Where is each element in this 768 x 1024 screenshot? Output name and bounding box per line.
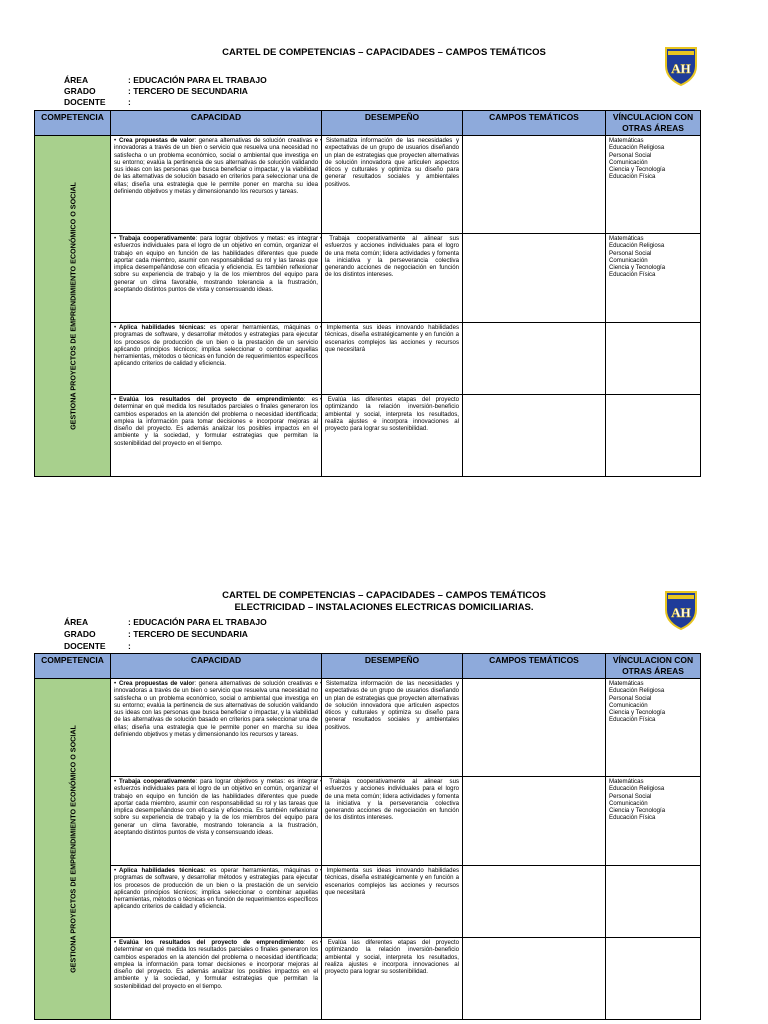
campos-cell — [463, 938, 606, 1020]
capacidad-text: : para lograr objetivos y metas: es integrar esfuerzos individuales para el logro de un objetivo en común, organizar el trabajo en equipo en función de las habilidades diferentes que puede aportar cada miembro, asumir con responsabilidad su rol y las tareas que implica desempeñándose con eficacia y eficiencia. Es también reflexionar sobre su experiencia de trabajo y la de los miembros del equipo para generar un clima favorable, mostrando tolerancia a la frustración, aceptando distintos puntos de vista y consensuando ideas. — [114, 778, 318, 837]
desempeno-text: Implementa sus ideas innovando habilidades técnicas, diseña estratégicamente y en función a escenarios complejos las acciones y recursos que necesitará — [325, 867, 460, 896]
desempeno-text: Sistematiza información de las necesidades y expectativas de un grupo de usuarios diseñando un plan de estrategias que proyecten alternativas de solución innovadora que articulen aspectos éticos y culturales y optimiza su diseño para generar resultados sociales y ambientales positivos. — [325, 680, 459, 731]
capacidad-cell: • Trabaja cooperativamente: para lograr objetivos y metas: es integrar esfuerzos individuales para el logro de un objetivo en común, organizar el trabajo en equipo en función de las habilidades diferentes que puede aportar cada miembro, asumir con responsabilidad su rol y las tareas que implica desempeñándose con eficacia y eficiencia. Es también reflexionar sobre su experiencia de trabajo y la de los miembros del equipo para generar un clima favorable, mostrando tolerancia a la frustración, aceptando distintos puntos de vista y consensuando ideas. — [111, 777, 322, 866]
logo-text: AH — [671, 605, 691, 620]
desempeno-text: Implementa sus ideas innovando habilidades técnicas, diseña estratégicamente y en función a escenarios complejos las acciones y recursos que necesitará — [325, 324, 460, 353]
table-row — [35, 938, 701, 1020]
vinculacion-item: Educación Física — [609, 271, 656, 279]
desempeno-cell: • Trabaja cooperativamente al alinear sus esfuerzos y acciones individuales para el logro de una meta común; lidera actividades y fomenta la iniciativa y la perseverancia colectiva generando acciones de negociación en función de los distintos intereses. — [322, 234, 463, 323]
vinculacion-item: Ciencia y Tecnología — [609, 807, 666, 815]
table-row — [35, 777, 701, 866]
vinculacion-item: Personal Social — [609, 249, 652, 257]
capacidad-title: Crea propuestas de valor — [119, 137, 195, 144]
vinculacion-item: Personal Social — [609, 792, 652, 800]
desempeno-cell: • Sistematiza información de las necesidades y expectativas de un grupo de usuarios diseñando un plan de estrategias que proyecten alternativas de solución innovadora que articulen aspectos éticos y culturales y optimiza su diseño para generar resultados sociales y ambientales positivos. — [322, 136, 463, 234]
grado-value: : TERCERO DE SECUNDARIA — [128, 629, 248, 639]
campos-cell — [463, 679, 606, 777]
vinculacion-item: Matemáticas — [609, 235, 644, 242]
competencias-table — [34, 110, 701, 477]
vinculacion-item: Ciencia y Tecnología — [609, 264, 666, 272]
vinculacion-item: Educación Física — [609, 814, 656, 822]
desempeno-cell: • Implementa sus ideas innovando habilidades técnicas, diseña estratégicamente y en función a escenarios complejos las acciones y recursos que necesitará — [322, 323, 463, 395]
campos-cell — [463, 136, 606, 234]
header-competencia: COMPETENCIA — [35, 111, 111, 136]
desempeno-text: Evalúa las diferentes etapas del proyecto optimizando la relación inversión-beneficio ambiental y social, interpreta los resultados, realiza ajustes e incorpora innovaciones al proyecto para lograr su sostenibilidad. — [325, 939, 459, 976]
page-title: CARTEL DE COMPETENCIAS – CAPACIDADES – CAMPOS TEMÁTICOS — [222, 47, 546, 58]
desempeno-cell: • Evalúa las diferentes etapas del proyecto optimizando la relación inversión-beneficio ambiental y social, interpreta los resultados, realiza ajustes e incorpora innovaciones al proyecto para lograr su sostenibilidad. — [322, 938, 463, 1020]
capacidad-title: Crea propuestas de valor — [119, 680, 195, 687]
vinculacion-item: Educación Religiosa — [609, 687, 665, 695]
header-desempeno: DESEMPEÑO — [322, 111, 463, 136]
page-title: CARTEL DE COMPETENCIAS – CAPACIDADES – CAMPOS TEMÁTICOS — [222, 590, 546, 601]
campos-cell — [463, 234, 606, 323]
capacidad-cell: • Crea propuestas de valor: genera alternativas de solución creativas e innovadoras a través de un bien o servicio que resuelva una necesidad no satisfecha o un problema económico, social o ambiental que investiga en su entorno; evalúa la pertinencia de sus alternativas de solución validando sus ideas con las personas que busca beneficiar o impactar, y la viabilidad de las alternativas de solución basado en criterios para seleccionar una de ellas; diseña una estrategia que le permite poner en marcha su idea definiendo objetivos y metas y dimensionando los recursos y tareas. — [111, 136, 322, 234]
grado-row — [64, 629, 248, 640]
vinculacion-cell — [606, 938, 701, 1020]
capacidad-cell: • Evalúa los resultados del proyecto de emprendimiento: es determinar en qué medida los resultados parciales o finales generaron los cambios esperados en la atención del problema o necesidad identificada; emplea la información para tomar decisiones e incorporar mejoras al diseño del proyecto. Es además analizar los posibles impactos en el ambiente y la sociedad, y formular estrategias que permitan la sostenibilidad del proyecto en el tiempo. — [111, 938, 322, 1020]
desempeno-text: Trabaja cooperativamente al alinear sus esfuerzos y acciones individuales para el logro de una meta común; lidera actividades y fomenta la iniciativa y la perseverancia colectiva generando acciones de negociación en función de los distintos intereses. — [325, 235, 460, 279]
vinculacion-item: Educación Física — [609, 173, 656, 181]
vinculacion-item: Comunicación — [609, 158, 648, 166]
table-row — [35, 866, 701, 938]
vinculacion-item: Matemáticas — [609, 680, 644, 687]
capacidad-cell: • Aplica habilidades técnicas: es operar herramientas, máquinas o programas de software, y desarrollar métodos y estrategias para ejecutar los procesos de producción de un bien o la prestación de un servicio aplicando principios técnicos; implica seleccionar o combinar aquellas herramientas, métodos o técnicas en función de requerimientos específicos aplicando criterios de calidad y eficiencia. — [111, 866, 322, 938]
header-desempeno: DESEMPEÑO — [322, 654, 463, 679]
competencia-cell — [35, 679, 111, 1020]
capacidad-cell: • Trabaja cooperativamente: para lograr objetivos y metas: es integrar esfuerzos individuales para el logro de un objetivo en común, organizar el trabajo en equipo en función de las habilidades diferentes que puede aportar cada miembro, asumir con responsabilidad su rol y las tareas que implica desempeñándose con eficacia y eficiencia. Es también reflexionar sobre su experiencia de trabajo y la de los miembros del equipo para generar un clima favorable, mostrando tolerancia a la frustración, aceptando distintos puntos de vista y consensuando ideas. — [111, 234, 322, 323]
vinculacion-item: Ciencia y Tecnología — [609, 166, 666, 174]
docente-label: DOCENTE — [64, 97, 106, 107]
competencia-cell — [35, 136, 111, 477]
table-header-row — [35, 111, 701, 136]
vinculacion-cell — [606, 777, 701, 866]
header-vinculacion: VÍNCULACION CON OTRAS ÁREAS — [606, 654, 701, 679]
header-capacidad: CAPACIDAD — [111, 111, 322, 136]
capacidad-cell: • Evalúa los resultados del proyecto de emprendimiento: es determinar en qué medida los resultados parciales o finales generaron los cambios esperados en la atención del problema o necesidad identificada; emplea la información para tomar decisiones e incorporar mejoras al diseño del proyecto. Es además analizar los posibles impactos en el ambiente y la sociedad, y formular estrategias que permitan la sostenibilidad del proyecto en el tiempo. — [111, 395, 322, 477]
capacidad-text: : para lograr objetivos y metas: es integrar esfuerzos individuales para el logro de un objetivo en común, organizar el trabajo en equipo en función de las habilidades diferentes que puede aportar cada miembro, asumir con responsabilidad su rol y las tareas que implica desempeñándose con eficacia y eficiencia. Es también reflexionar sobre su experiencia de trabajo y la de los miembros del equipo para generar un clima favorable, mostrando tolerancia a la frustración, aceptando distintos puntos de vista y consensuando ideas. — [114, 235, 318, 294]
area-row — [64, 75, 267, 86]
campos-cell — [463, 323, 606, 395]
desempeno-cell: • Evalúa las diferentes etapas del proyecto optimizando la relación inversión-beneficio ambiental y social, interpreta los resultados, realiza ajustes e incorpora innovaciones al proyecto para lograr su sostenibilidad. — [322, 395, 463, 477]
vinculacion-cell — [606, 679, 701, 777]
logo-text: AH — [671, 61, 691, 76]
table-row — [35, 679, 701, 777]
desempeno-text: Trabaja cooperativamente al alinear sus esfuerzos y acciones individuales para el logro de una meta común; lidera actividades y fomenta la iniciativa y la perseverancia colectiva generando acciones de negociación en función de los distintos intereses. — [325, 778, 460, 822]
vinculacion-item: Ciencia y Tecnología — [609, 709, 666, 717]
vinculacion-cell — [606, 866, 701, 938]
capacidad-title: Evalúa los resultados del proyecto de emprendimiento — [119, 939, 304, 946]
desempeno-cell: • Sistematiza información de las necesidades y expectativas de un grupo de usuarios diseñando un plan de estrategias que proyecten alternativas de solución innovadora que articulen aspectos éticos y culturales y optimiza su diseño para generar resultados sociales y ambientales positivos. — [322, 679, 463, 777]
vinculacion-item: Educación Religiosa — [609, 785, 665, 793]
grado-label: GRADO — [64, 86, 96, 96]
capacidad-cell: • Crea propuestas de valor: genera alternativas de solución creativas e innovadoras a través de un bien o servicio que resuelva una necesidad no satisfecha o un problema económico, social o ambiental que investiga en su entorno; evalúa la pertinencia de sus alternativas de solución validando sus ideas con las personas que busca beneficiar o impactar, y la viabilidad de las alternativas de solución basado en criterios para seleccionar una de ellas; diseña una estrategia que le permite poner en marcha su idea definiendo objetivos y metas y dimensionando los recursos y tareas. — [111, 679, 322, 777]
capacidad-title: Trabaja cooperativamente — [119, 778, 196, 785]
header-capacidad: CAPACIDAD — [111, 654, 322, 679]
table-header-row — [35, 654, 701, 679]
vinculacion-item: Educación Religiosa — [609, 242, 665, 250]
competencia-text: GESTIONA PROYECTOS DE EMPRENDIMIENTO ECONÓMICO O SOCIAL — [67, 182, 77, 430]
area-value: : EDUCACIÓN PARA EL TRABAJO — [128, 617, 267, 627]
docente-row — [64, 97, 131, 108]
desempeno-text: Evalúa las diferentes etapas del proyecto optimizando la relación inversión-beneficio ambiental y social, interpreta los resultados, realiza ajustes e incorpora innovaciones al proyecto para lograr su sostenibilidad. — [325, 396, 459, 433]
header-campos: CAMPOS TEMÁTICOS — [463, 654, 606, 679]
page-subtitle: ELECTRICIDAD – INSTALACIONES ELECTRICAS DOMICILIARIAS. — [234, 602, 534, 613]
docente-label: DOCENTE — [64, 641, 106, 651]
table-row — [35, 234, 701, 323]
campos-cell — [463, 395, 606, 477]
vinculacion-item: Personal Social — [609, 694, 652, 702]
capacidad-text: : genera alternativas de solución creativas e innovadoras a través de un bien o servicio que resuelva una necesidad no satisfecha o un problema económico, social o ambiental que investiga en su entorno; evalúa la pertinencia de sus alternativas de solución validando sus ideas con las personas que busca beneficiar o impactar, y la viabilidad de las alternativas de solución basado en criterios para seleccionar una de ellas; diseña una estrategia que le permite poner en marcha su idea definiendo objetivos y metas y dimensionando los recursos y tareas. — [114, 137, 318, 196]
vinculacion-item: Comunicación — [609, 701, 648, 709]
capacidad-text: : es determinar en qué medida los resultados parciales o finales generaron los cambios esperados en la atención del problema o necesidad identificada; emplea la información para tomar decisiones e incorporar mejoras al diseño del proyecto. Es además analizar los posibles impactos en el ambiente y la sociedad, y formular estrategias que permitan la sostenibilidad del proyecto en el tiempo. — [114, 396, 319, 447]
capacidad-title: Trabaja cooperativamente — [119, 235, 196, 242]
area-row — [64, 617, 267, 628]
vinculacion-cell — [606, 323, 701, 395]
vinculacion-item: Educación Física — [609, 716, 656, 724]
capacidad-text: : es determinar en qué medida los resultados parciales o finales generaron los cambios esperados en la atención del problema o necesidad identificada; emplea la información para tomar decisiones e incorporar mejoras al diseño del proyecto. Es además analizar los posibles impactos en el ambiente y la sociedad, y formular estrategias que permitan la sostenibilidad del proyecto en el tiempo. — [114, 939, 319, 990]
table-row — [35, 323, 701, 395]
desempeno-cell: • Implementa sus ideas innovando habilidades técnicas, diseña estratégicamente y en función a escenarios complejos las acciones y recursos que necesitará — [322, 866, 463, 938]
competencia-text: GESTIONA PROYECTOS DE EMPRENDIMIENTO ECONÓMICO O SOCIAL — [67, 725, 77, 973]
vinculacion-item: Personal Social — [609, 151, 652, 159]
capacidad-title: Aplica habilidades técnicas: — [119, 324, 206, 331]
capacidad-title: Aplica habilidades técnicas: — [119, 867, 206, 874]
desempeno-cell: • Trabaja cooperativamente al alinear sus esfuerzos y acciones individuales para el logro de una meta común; lidera actividades y fomenta la iniciativa y la perseverancia colectiva generando acciones de negociación en función de los distintos intereses. — [322, 777, 463, 866]
vinculacion-item: Matemáticas — [609, 137, 644, 144]
capacidad-title: Evalúa los resultados del proyecto de emprendimiento — [119, 396, 304, 403]
grado-value: : TERCERO DE SECUNDARIA — [128, 86, 248, 96]
area-label: ÁREA — [64, 75, 89, 85]
competencias-table — [34, 653, 701, 1020]
capacidad-text: : genera alternativas de solución creativas e innovadoras a través de un bien o servicio que resuelva una necesidad no satisfecha o un problema económico, social o ambiental que investiga en su entorno; evalúa la pertinencia de sus alternativas de solución validando sus ideas con las personas que busca beneficiar o impactar, y la viabilidad de las alternativas de solución basado en criterios para seleccionar una de ellas; diseña una estrategia que le permite poner en marcha su idea definiendo objetivos y metas y dimensionando los recursos y tareas. — [114, 680, 318, 739]
vinculacion-cell — [606, 234, 701, 323]
campos-cell — [463, 777, 606, 866]
table-row — [35, 395, 701, 477]
area-value: : EDUCACIÓN PARA EL TRABAJO — [128, 75, 267, 85]
header-competencia: COMPETENCIA — [35, 654, 111, 679]
vinculacion-item: Educación Religiosa — [609, 144, 665, 152]
grado-label: GRADO — [64, 629, 96, 639]
vinculacion-item: Matemáticas — [609, 778, 644, 785]
vinculacion-item: Comunicación — [609, 799, 648, 807]
docente-value: : — [128, 641, 131, 651]
school-crest-logo — [664, 46, 698, 86]
campos-cell — [463, 866, 606, 938]
capacidad-text: es operar herramientas, máquinas o programas de software, y desarrollar métodos y estrategias para ejecutar los procesos de producción de un bien o la prestación de un servicio aplicando principios técnicos; implica seleccionar o combinar aquellas herramientas, métodos o técnicas en función de requerimientos específicos aplicando criterios de calidad y eficiencia. — [114, 324, 318, 368]
table-row — [35, 136, 701, 234]
vinculacion-cell — [606, 136, 701, 234]
school-crest-logo — [664, 590, 698, 630]
docente-row — [64, 641, 131, 652]
desempeno-text: Sistematiza información de las necesidades y expectativas de un grupo de usuarios diseñando un plan de estrategias que proyecten alternativas de solución innovadora que articulen aspectos éticos y culturales y optimiza su diseño para generar resultados sociales y ambientales positivos. — [325, 137, 459, 188]
grado-row — [64, 86, 248, 97]
vinculacion-cell — [606, 395, 701, 477]
header-campos: CAMPOS TEMÁTICOS — [463, 111, 606, 136]
vinculacion-item: Comunicación — [609, 256, 648, 264]
capacidad-text: es operar herramientas, máquinas o programas de software, y desarrollar métodos y estrategias para ejecutar los procesos de producción de un bien o la prestación de un servicio aplicando principios técnicos; implica seleccionar o combinar aquellas herramientas, métodos o técnicas en función de requerimientos específicos aplicando criterios de calidad y eficiencia. — [114, 867, 318, 911]
capacidad-cell: • Aplica habilidades técnicas: es operar herramientas, máquinas o programas de software, y desarrollar métodos y estrategias para ejecutar los procesos de producción de un bien o la prestación de un servicio aplicando principios técnicos; implica seleccionar o combinar aquellas herramientas, métodos o técnicas en función de requerimientos específicos aplicando criterios de calidad y eficiencia. — [111, 323, 322, 395]
header-vinculacion: VÍNCULACION CON OTRAS ÁREAS — [606, 111, 701, 136]
area-label: ÁREA — [64, 617, 89, 627]
docente-value: : — [128, 97, 131, 107]
